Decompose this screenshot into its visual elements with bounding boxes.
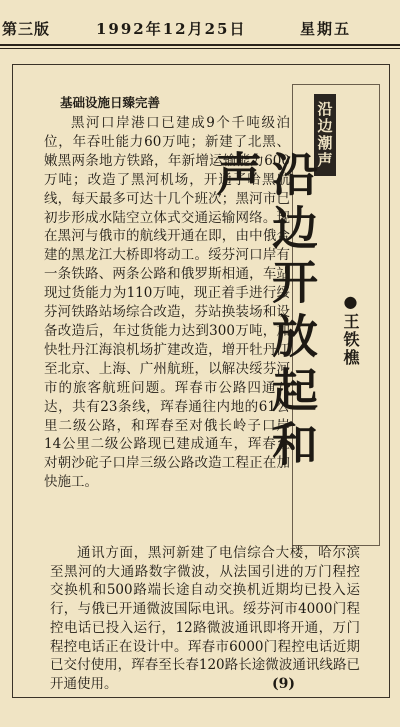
publication-date: 1992年12月25日 [96,20,247,38]
page-label: 第三版 [2,20,51,38]
weekday: 星期五 [300,20,352,38]
article-title: 沿边开放起和声 [209,150,319,474]
article-paragraph-2: 通讯方面，黑河新建了电信综合大楼，哈尔滨至黑河的大通路数字微波，从法国引进的万门程控交换机和500路端长途自动交换机近期均已投入运行，与俄已开通微波国际电讯。绥芬河市4000门程控电话已投入运行，12路微波通讯即将开通，万门程控电话正在设计中。珲春市6000门程控电话近期已交付使用，珲春至长春120路长途微波通讯线路已开通使用。 [50,545,360,692]
header-rule-thin [0,48,400,49]
article-byline: ●王铁樵 [341,292,360,367]
article-paragraph-1: 黑河口岸港口已建成9个千吨级泊位，年吞吐能力60万吨；新建了北黑、嫩黑两条地方铁路，年新增运输能力600万吨；改造了黑河机场，开通了哈黑航线，每天最多可达十几个班次；黑河市已初步形成水陆空立体式交通运输网络。现在黑河与俄市的航线开通在即，由中俄合建的黑龙江大桥即将动工。绥芬河口岸有一条铁路、两条公路和俄罗斯相通，车站现过货能力为110万吨，现正着手进行绥芬河铁路站场综合改造，芬站换装场和设备改造后，年过货能力达到300万吨，加快牡丹江海浪机场扩建改造，增开牡丹江至北京、上海、广州航班，以解决绥芬河市的旅客航班问题。珲春市公路四通八达，共有23条线，珲春通往内地的61公里二级公路，和珲春至对俄长岭子口岸14公里二级公路现已建成通车，珲春至对朝沙砣子口岸三级公路改造工程正在加快施工。 [44,115,290,491]
article-subhead: 基础设施日臻完善 [60,95,161,110]
newspaper-header [0,0,400,46]
header-rule [0,44,400,46]
column-tag: 沿边潮声 [314,94,336,176]
page-number: (9) [272,676,295,692]
